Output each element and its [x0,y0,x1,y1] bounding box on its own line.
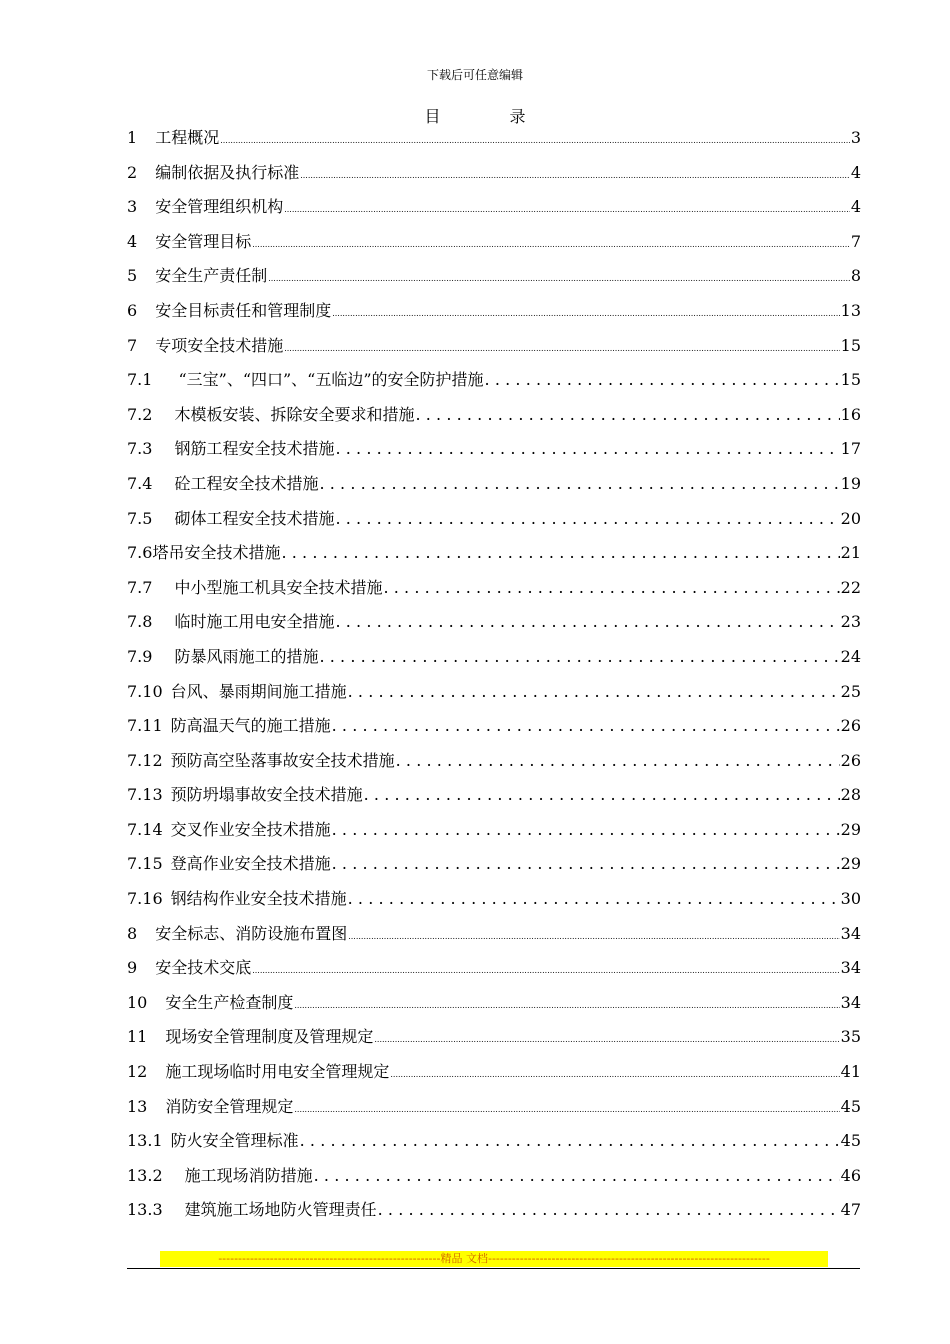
toc-entry-number: 13.1 [127,1131,163,1151]
toc-entry-title: 安全生产责任制 [155,266,268,286]
toc-entry[interactable] [127,259,861,294]
toc-entry-title: 砌体工程安全技术措施 [174,508,335,528]
toc-entry[interactable] [127,1090,861,1125]
toc-entry-number: 7.13 [127,785,163,805]
toc-entry-number: 7.4 [127,473,153,493]
toc-entry-page: 28 [840,785,861,805]
toc-dot-leader [348,917,839,955]
toc-entry-title: 登高作业安全技术措施 [170,854,331,874]
toc-dot-leader [348,882,840,917]
toc-entry[interactable] [127,432,861,467]
toc-entry-number: 7.8 [127,612,153,632]
toc-dot-leader [396,744,840,779]
toc-entry[interactable] [127,363,861,398]
toc-entry-number: 1 [127,128,138,147]
toc-entry[interactable] [127,1020,861,1055]
toc-entry-title: 砼工程安全技术措施 [174,473,319,493]
toc-entry[interactable] [127,502,861,537]
toc-entry-number: 7.11 [127,716,163,736]
toc-entry-page: 30 [840,889,861,909]
header-note: 下载后可任意编辑 [426,68,523,82]
toc-dot-leader [252,951,839,989]
toc-entry-title: 安全技术交底 [155,958,252,978]
toc-entry-page: 26 [840,750,861,770]
toc-entry[interactable] [127,467,861,502]
toc-entry-title: 临时施工用电安全措施 [174,612,335,632]
toc-entry-page: 34 [840,992,861,1012]
toc-entry-title: 消防安全管理规定 [165,1096,294,1116]
toc-entry-page: 13 [840,300,861,320]
toc-dot-leader [252,225,850,263]
toc-entry-number: 7.7 [127,577,153,597]
toc-entry[interactable] [127,847,861,882]
toc-dot-leader [300,1124,840,1159]
toc-entry-title: 施工现场消防措施 [184,1165,313,1185]
toc-entry[interactable] [127,882,861,917]
toc-entry-number: 7.3 [127,439,153,459]
toc-entry-title: 预防坍塌事故安全技术措施 [170,785,363,805]
toc-entry-number: 7 [127,335,138,355]
toc-entry-number: 11 [127,1027,148,1047]
toc-entry-page: 3 [850,128,861,147]
toc-entry-title: 台风、暴雨期间施工措施 [170,681,347,701]
toc-entry[interactable] [127,156,861,191]
toc-dot-leader [415,398,839,433]
toc-entry-title: 预防高空坠落事故安全技术措施 [170,750,395,770]
toc-entry[interactable] [127,329,861,364]
footer-rule [127,1268,860,1269]
toc-entry-number: 7.10 [127,681,163,701]
toc-dot-leader [348,675,840,710]
toc-entry-page: 35 [840,1027,861,1047]
toc-dot-leader [314,1159,840,1194]
toc-entry[interactable] [127,190,861,225]
toc-entry[interactable] [127,917,861,952]
toc-entry[interactable] [127,536,861,571]
toc-entry[interactable] [127,640,861,675]
toc-entry-number: 7.9 [127,646,153,666]
toc-dot-leader [374,1020,839,1058]
footer-banner [160,1251,828,1267]
toc-entry-title: 钢结构作业安全技术措施 [170,889,347,909]
toc-entry-number: 7.2 [127,404,153,424]
toc-dot-leader [332,813,840,848]
toc-entry[interactable] [127,1055,861,1090]
toc-entry-number: 13 [127,1096,148,1116]
toc-entry-page: 4 [850,162,861,182]
toc-entry-number: 8 [127,923,138,943]
toc-dot-leader [294,986,839,1024]
toc-dot-leader [378,1193,840,1228]
toc-entry[interactable] [127,1159,861,1194]
toc-dot-leader [332,709,840,744]
toc-entry-number: 7.16 [127,889,163,909]
toc-entry-title: 编制依据及执行标准 [155,162,300,182]
toc-entry-number: 7.14 [127,819,163,839]
toc-dot-leader [300,156,850,194]
toc-entry[interactable] [127,675,861,710]
toc-entry-page: 46 [840,1165,861,1185]
toc-entry-title: 专项安全技术措施 [155,335,284,355]
toc-entry-title: 施工现场临时用电安全管理规定 [165,1062,390,1082]
toc-entry-number: 7.12 [127,750,163,770]
toc-dot-leader [390,1055,839,1093]
toc-entry-page: 20 [840,508,861,528]
toc-entry-title: “三宝”、“四口”、“五临边”的安全防护措施 [178,370,484,390]
toc-entry-page: 8 [850,266,861,286]
toc-dot-leader [281,536,839,571]
toc-entry[interactable] [127,1193,861,1228]
toc-dot-leader [335,502,839,537]
toc-entry[interactable] [127,605,861,640]
toc-entry-number: 7.1 [127,370,153,390]
toc-entry-title: 中小型施工机具安全技术措施 [174,577,383,597]
toc-entry[interactable] [127,986,861,1021]
footer-label: 精品 文档 [440,1252,488,1265]
toc-entry-number: 3 [127,197,138,217]
toc-entry[interactable] [127,294,861,329]
toc-dot-leader [284,329,839,367]
toc-entry-page: 25 [840,681,861,701]
toc-entry-title: 安全管理目标 [155,231,252,251]
toc-entry-title: 交叉作业安全技术措施 [170,819,331,839]
toc-entry-page: 17 [840,439,861,459]
toc-entry-number: 7.6 [127,543,153,563]
toc-entry[interactable] [127,398,861,433]
toc-dot-leader [319,467,839,502]
toc-entry-number: 7.15 [127,854,163,874]
footer-dashes-left: -------------------------------------------------------- [218,1252,441,1265]
toc-entry[interactable] [127,225,861,260]
toc-entry-number: 4 [127,231,138,251]
toc-entry-number: 13.2 [127,1165,163,1185]
toc-dot-leader [294,1090,839,1128]
toc-entry-title: 现场安全管理制度及管理规定 [165,1027,374,1047]
toc-entry-page: 15 [840,370,861,390]
toc-entry[interactable] [127,709,861,744]
toc-entry-page: 29 [840,819,861,839]
toc-entry[interactable] [127,813,861,848]
toc-entry[interactable] [127,951,861,986]
toc-entry[interactable] [127,1124,861,1159]
toc-entry-page: 29 [840,854,861,874]
toc-dot-leader [383,571,839,606]
toc-entry-number: 6 [127,300,138,320]
toc-entry-page: 15 [840,335,861,355]
toc-dot-leader [332,847,840,882]
toc-entry-page: 45 [840,1131,861,1151]
toc-entry-title: 工程概况 [155,128,220,147]
toc-dot-leader [319,640,839,675]
toc-entry-title: 安全管理组织机构 [155,197,284,217]
toc-entry-number: 5 [127,266,138,286]
toc-entry[interactable] [127,121,861,156]
toc-entry-title: 安全生产检查制度 [165,992,294,1012]
toc-dot-leader [284,190,850,228]
toc-entry-page: 23 [840,612,861,632]
toc-dot-leader [335,432,839,467]
toc-entry-page: 34 [840,958,861,978]
toc-entry[interactable] [127,778,861,813]
toc-entry-page: 26 [840,716,861,736]
toc-dot-leader [332,294,839,332]
toc-entry-page: 34 [840,923,861,943]
toc-entry-number: 12 [127,1062,148,1082]
toc-entry-number: 13.3 [127,1200,163,1220]
toc-entry-title: 钢筋工程安全技术措施 [174,439,335,459]
toc-entry-title: 建筑施工场地防火管理责任 [184,1200,377,1220]
toc-entry-number: 7.5 [127,508,153,528]
toc-entry-page: 16 [840,404,861,424]
toc-dot-leader [364,778,840,813]
toc-entry-page: 7 [850,231,861,251]
toc-dot-leader [485,363,840,398]
toc-entry-title: 防火安全管理标准 [170,1131,299,1151]
toc-entry-title: 塔吊安全技术措施 [152,543,281,563]
toc-entry-page: 4 [850,197,861,217]
toc-entry-number: 10 [127,992,148,1012]
toc-entry[interactable] [127,744,861,779]
toc-entry-number: 2 [127,162,138,182]
footer-dashes-right: ----------------------------------------------------------------------- [487,1252,770,1265]
toc-entry-title: 防高温天气的施工措施 [170,716,331,736]
table-of-contents [127,121,861,1228]
toc-entry-page: 24 [840,646,861,666]
toc-dot-leader [220,121,850,159]
toc-entry-page: 19 [840,473,861,493]
toc-entry-number: 9 [127,958,138,978]
toc-title: 目 录 [424,107,558,126]
toc-entry-page: 41 [840,1062,861,1082]
toc-dot-leader [335,605,839,640]
toc-entry[interactable] [127,571,861,606]
toc-entry-page: 45 [840,1096,861,1116]
toc-entry-title: 木模板安装、拆除安全要求和措施 [174,404,415,424]
toc-entry-title: 防暴风雨施工的措施 [174,646,319,666]
toc-entry-page: 22 [840,577,861,597]
toc-entry-page: 21 [840,543,861,563]
toc-entry-title: 安全目标责任和管理制度 [155,300,332,320]
toc-dot-leader [268,259,850,297]
toc-entry-page: 47 [840,1200,861,1220]
toc-entry-title: 安全标志、消防设施布置图 [155,923,348,943]
